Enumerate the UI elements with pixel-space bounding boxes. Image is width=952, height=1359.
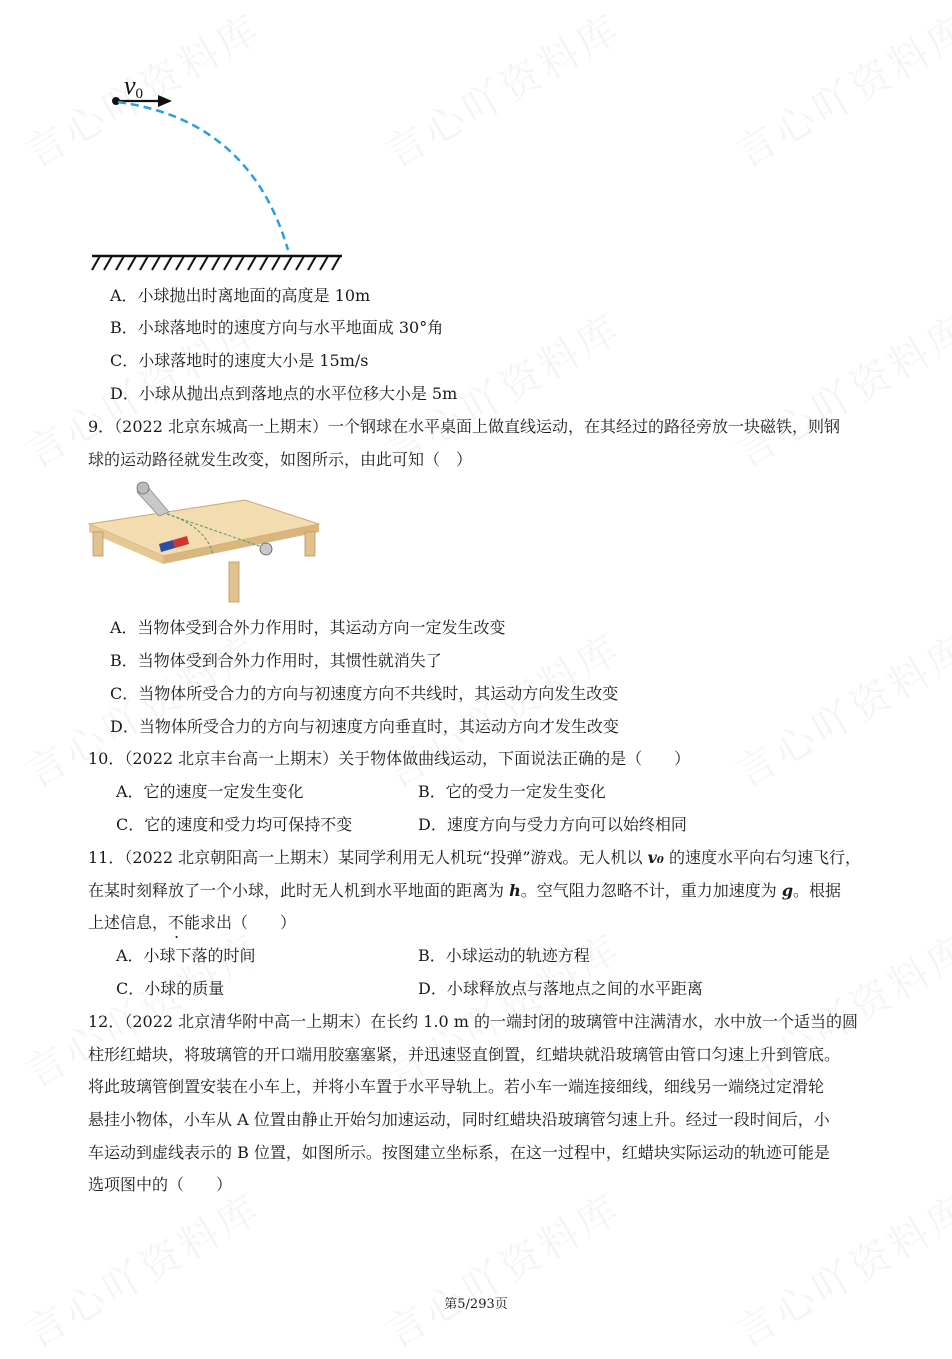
q9-stem-line2: 球的运动路径就发生改变，如图所示，由此可知（ ） [88, 450, 473, 469]
q9-option-c: C．当物体所受合力的方向与初速度方向不共线时，其运动方向发生改变 [110, 684, 619, 703]
q10-stem: 10．（2022 北京丰台高一上期末）关于物体做曲线运动，下面说法正确的是（ ） [88, 749, 691, 768]
watermark [723, 1178, 952, 1359]
q12-stem-line2: 柱形红蜡块，将玻璃管的开口端用胶塞塞紧，并迅速竖直倒置，红蜡块就沿玻璃管由管口匀速上升到管底。 [88, 1045, 841, 1064]
table-leg [93, 532, 103, 556]
q12-stem-line3: 将此玻璃管倒置安装在小车上，并将小车置于水平导轨上。若小车一端连接细线，细线另一端绕过定滑轮 [88, 1077, 825, 1096]
q8-option-c: C．小球落地时的速度大小是 15m/s [110, 351, 369, 370]
g-symbol: g [781, 881, 794, 900]
table-leg [305, 532, 315, 556]
q11-stem-line3: 上述信息，不能求出（ ） [88, 913, 297, 932]
q11-stem-line1: 11．（2022 北京朝阳高一上期末）某同学利用无人机玩“投弹”游戏。无人机以 v₀ 的速度水平向右匀速飞行， [88, 848, 862, 867]
q11-option-d: D．小球释放点与落地点之间的水平距离 [418, 979, 703, 998]
watermark [373, 1178, 630, 1359]
trajectory-curve [118, 102, 288, 250]
watermark [723, 918, 952, 1099]
q9-stem-line1: 9．（2022 北京东城高一上期末）一个钢球在水平桌面上做直线运动，在其经过的路径旁放一块磁铁，则钢 [88, 417, 840, 436]
q11-option-c: C．小球的质量 [116, 979, 225, 998]
page-number: 第5/293页 [444, 1297, 508, 1312]
watermark [723, 298, 952, 479]
q11-stem-line2: 在某时刻释放了一个小球，此时无人机到水平地面的距离为 h。空气阻力忽略不计，重力加速度为 g。根据 [88, 881, 842, 900]
watermark [13, 1178, 270, 1359]
q10-option-b: B．它的受力一定发生变化 [418, 782, 606, 801]
q11-option-b: B．小球运动的轨迹方程 [418, 946, 590, 965]
ground-hatching [92, 256, 340, 270]
h-symbol: h [509, 881, 521, 900]
q10-option-d: D．速度方向与受力方向可以始终相同 [418, 815, 687, 834]
q9-option-a: A．当物体受到合外力作用时，其运动方向一定发生改变 [110, 618, 506, 637]
q12-stem-line1: 12．（2022 北京清华附中高一上期末）在长约 1.0 m 的一端封闭的玻璃管中注满清水，水中放一个适当的圆 [88, 1012, 859, 1031]
q12-stem-line6: 选项图中的（ ） [88, 1175, 233, 1194]
arrow-head [158, 95, 172, 107]
watermark [373, 618, 630, 799]
q12-stem-line5: 车运动到虚线表示的 B 位置，如图所示。按图建立坐标系，在这一过程中，红蜡块实际运动的轨迹可能是 [88, 1143, 830, 1162]
q8-option-b: B．小球落地时的速度方向与水平地面成 30°角 [110, 318, 444, 337]
table-magnet-figure [85, 478, 325, 608]
q8-option-a: A．小球抛出时离地面的高度是 10m [110, 286, 371, 305]
projectile-figure [80, 60, 360, 280]
v0-symbol: v₀ [647, 848, 664, 867]
steel-ball-start [137, 482, 149, 494]
emphasis-not: 不能 [168, 913, 201, 932]
steel-ball-end [260, 543, 272, 555]
watermark [723, 0, 952, 179]
q9-option-d: D．当物体所受合力的方向与初速度方向垂直时，其运动方向才发生改变 [110, 717, 619, 736]
q12-stem-line4: 悬挂小物体，小车从 A 位置由静止开始匀加速运动，同时红蜡块沿玻璃管匀速上升。经过一段时间后，小 [88, 1110, 830, 1129]
table-leg [229, 562, 239, 602]
q11-option-a: A．小球下落的时间 [116, 946, 256, 965]
watermark [723, 618, 952, 799]
q10-option-c: C．它的速度和受力均可保持不变 [116, 815, 353, 834]
q8-option-d: D．小球从抛出点到落地点的水平位移大小是 5m [110, 384, 458, 403]
watermark [373, 0, 630, 179]
q10-option-a: A．它的速度一定发生变化 [116, 782, 304, 801]
v0-label: v0 [124, 71, 144, 102]
q9-option-b: B．当物体受到合外力作用时，其惯性就消失了 [110, 651, 442, 670]
watermark [13, 618, 270, 799]
